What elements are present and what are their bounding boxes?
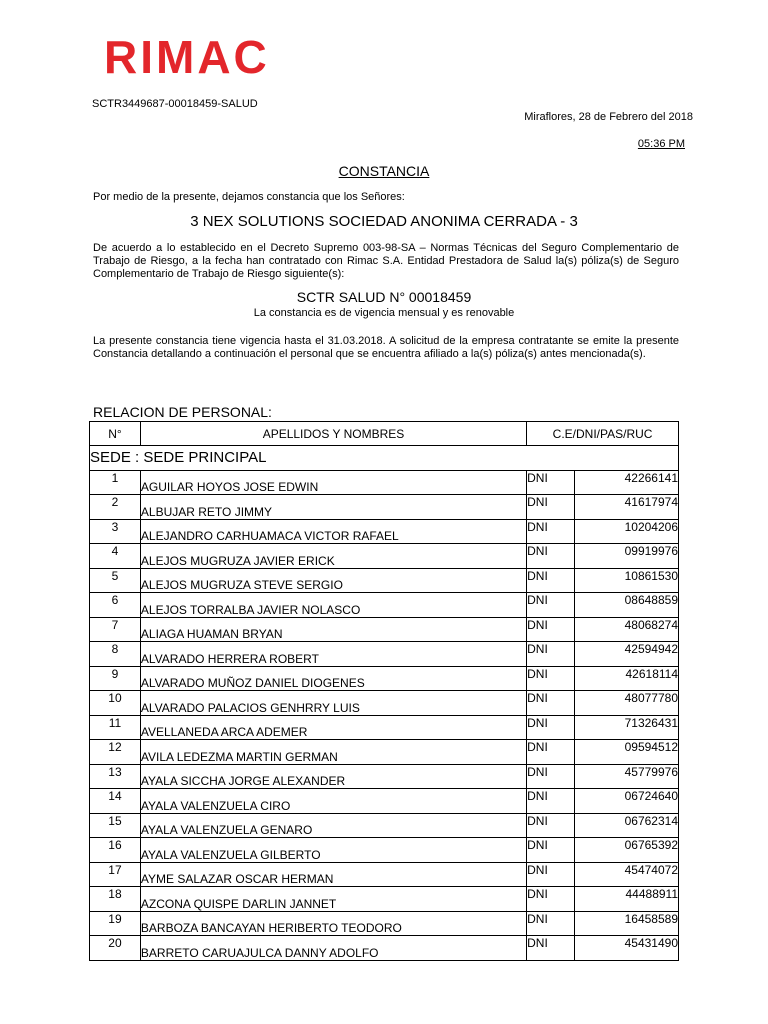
table-row bbox=[90, 911, 679, 936]
validity-paragraph: La presente constancia tiene vigencia hasta el 31.03.2018. A solicitud de la empresa contratante se emite la presente Constancia detallando a continuación el personal que se encuentra afiliado a la(s) póliza(s) antes mencionada(s). bbox=[93, 335, 679, 360]
row-name: AYALA VALENZUELA CIRO bbox=[140, 789, 526, 814]
row-document-type: DNI bbox=[527, 519, 575, 544]
row-document-number: 48077780 bbox=[575, 691, 679, 716]
row-document-number: 10204206 bbox=[575, 519, 679, 544]
table-row bbox=[90, 764, 679, 789]
row-document-number: 16458589 bbox=[575, 911, 679, 936]
row-document-number: 06765392 bbox=[575, 838, 679, 863]
row-number: 18 bbox=[90, 887, 141, 912]
table-row bbox=[90, 813, 679, 838]
table-row bbox=[90, 789, 679, 814]
row-number: 1 bbox=[90, 470, 141, 495]
row-document-number: 10861530 bbox=[575, 568, 679, 593]
row-name: AYALA SICCHA JORGE ALEXANDER bbox=[140, 764, 526, 789]
row-document-type: DNI bbox=[527, 544, 575, 569]
table-row bbox=[90, 887, 679, 912]
row-number: 8 bbox=[90, 642, 141, 667]
row-document-number: 06762314 bbox=[575, 813, 679, 838]
personal-table bbox=[89, 421, 679, 961]
rimac-logo: RIMAC bbox=[104, 31, 270, 83]
row-number: 2 bbox=[90, 495, 141, 520]
row-number: 9 bbox=[90, 666, 141, 691]
row-number: 12 bbox=[90, 740, 141, 765]
row-number: 4 bbox=[90, 544, 141, 569]
row-name: AVELLANEDA ARCA ADEMER bbox=[140, 715, 526, 740]
row-name: AGUILAR HOYOS JOSE EDWIN bbox=[140, 470, 526, 495]
issue-time: 05:36 PM bbox=[637, 138, 685, 150]
reference-code: SCTR3449687-00018459-SALUD bbox=[92, 98, 258, 110]
row-document-number: 48068274 bbox=[575, 617, 679, 642]
table-row bbox=[90, 666, 679, 691]
row-number: 16 bbox=[90, 838, 141, 863]
row-name: ALEJOS MUGRUZA JAVIER ERICK bbox=[140, 544, 526, 569]
row-number: 14 bbox=[90, 789, 141, 814]
row-document-type: DNI bbox=[527, 887, 575, 912]
table-row bbox=[90, 862, 679, 887]
table-row bbox=[90, 519, 679, 544]
row-document-type: DNI bbox=[527, 642, 575, 667]
policy-note: La constancia es de vigencia mensual y es renovable bbox=[253, 307, 515, 319]
table-row bbox=[90, 593, 679, 618]
column-header-name: APELLIDOS Y NOMBRES bbox=[140, 422, 526, 446]
row-name: ALBUJAR RETO JIMMY bbox=[140, 495, 526, 520]
row-document-number: 44488911 bbox=[575, 887, 679, 912]
document-title: CONSTANCIA bbox=[338, 163, 430, 179]
column-header-document: C.E/DNI/PAS/RUC bbox=[527, 422, 679, 446]
place-date: Miraflores, 28 de Febrero del 2018 bbox=[524, 111, 693, 123]
row-document-type: DNI bbox=[527, 936, 575, 961]
row-number: 13 bbox=[90, 764, 141, 789]
row-document-number: 08648859 bbox=[575, 593, 679, 618]
row-document-number: 09919976 bbox=[575, 544, 679, 569]
table-header-row bbox=[90, 422, 679, 446]
row-number: 11 bbox=[90, 715, 141, 740]
row-name: ALIAGA HUAMAN BRYAN bbox=[140, 617, 526, 642]
column-header-number: N° bbox=[90, 422, 141, 446]
row-document-type: DNI bbox=[527, 838, 575, 863]
row-document-type: DNI bbox=[527, 470, 575, 495]
sede-label: SEDE : SEDE PRINCIPAL bbox=[90, 446, 679, 471]
row-name: ALEJANDRO CARHUAMACA VICTOR RAFAEL bbox=[140, 519, 526, 544]
sede-row bbox=[90, 446, 679, 471]
row-document-type: DNI bbox=[527, 495, 575, 520]
policy-number: SCTR SALUD N° 00018459 bbox=[296, 289, 472, 305]
table-row bbox=[90, 691, 679, 716]
row-document-number: 09594512 bbox=[575, 740, 679, 765]
row-document-number: 45431490 bbox=[575, 936, 679, 961]
company-name: 3 NEX SOLUTIONS SOCIEDAD ANONIMA CERRADA - 3 bbox=[190, 213, 578, 230]
table-row bbox=[90, 936, 679, 961]
row-document-type: DNI bbox=[527, 813, 575, 838]
row-name: BARBOZA BANCAYAN HERIBERTO TEODORO bbox=[140, 911, 526, 936]
row-name: AVILA LEDEZMA MARTIN GERMAN bbox=[140, 740, 526, 765]
row-number: 10 bbox=[90, 691, 141, 716]
row-number: 5 bbox=[90, 568, 141, 593]
row-name: AYME SALAZAR OSCAR HERMAN bbox=[140, 862, 526, 887]
row-number: 19 bbox=[90, 911, 141, 936]
row-document-type: DNI bbox=[527, 715, 575, 740]
row-document-number: 42266141 bbox=[575, 470, 679, 495]
personal-heading: RELACION DE PERSONAL: bbox=[93, 404, 272, 420]
table-row bbox=[90, 740, 679, 765]
table-row bbox=[90, 495, 679, 520]
row-document-type: DNI bbox=[527, 617, 575, 642]
row-number: 20 bbox=[90, 936, 141, 961]
row-name: AYALA VALENZUELA GILBERTO bbox=[140, 838, 526, 863]
row-document-type: DNI bbox=[527, 593, 575, 618]
row-document-type: DNI bbox=[527, 568, 575, 593]
row-document-number: 06724640 bbox=[575, 789, 679, 814]
row-name: BARRETO CARUAJULCA DANNY ADOLFO bbox=[140, 936, 526, 961]
row-name: ALVARADO HERRERA ROBERT bbox=[140, 642, 526, 667]
table-row bbox=[90, 715, 679, 740]
table-row bbox=[90, 544, 679, 569]
table-row bbox=[90, 838, 679, 863]
row-number: 3 bbox=[90, 519, 141, 544]
row-name: ALVARADO PALACIOS GENHRRY LUIS bbox=[140, 691, 526, 716]
row-document-type: DNI bbox=[527, 862, 575, 887]
row-document-number: 42594942 bbox=[575, 642, 679, 667]
table-row bbox=[90, 617, 679, 642]
table-row bbox=[90, 470, 679, 495]
row-number: 15 bbox=[90, 813, 141, 838]
row-name: ALVARADO MUÑOZ DANIEL DIOGENES bbox=[140, 666, 526, 691]
row-document-number: 42618114 bbox=[575, 666, 679, 691]
row-name: AZCONA QUISPE DARLIN JANNET bbox=[140, 887, 526, 912]
row-document-type: DNI bbox=[527, 911, 575, 936]
table-row bbox=[90, 642, 679, 667]
row-document-type: DNI bbox=[527, 740, 575, 765]
row-document-type: DNI bbox=[527, 691, 575, 716]
row-document-number: 71326431 bbox=[575, 715, 679, 740]
row-document-type: DNI bbox=[527, 789, 575, 814]
row-name: ALEJOS MUGRUZA STEVE SERGIO bbox=[140, 568, 526, 593]
row-document-number: 45779976 bbox=[575, 764, 679, 789]
legal-paragraph: De acuerdo a lo establecido en el Decreto Supremo 003-98-SA – Normas Técnicas del Seguro Complementario de Trabajo de Riesgo, a la fecha han contratado con Rimac S.A. Entidad Prestadora de Salud la(s) póliza(s) de Seguro Complementario de Trabajo de Riesgo siguiente(s): bbox=[93, 242, 679, 280]
intro-text: Por medio de la presente, dejamos constancia que los Señores: bbox=[93, 191, 405, 203]
row-number: 17 bbox=[90, 862, 141, 887]
row-name: AYALA VALENZUELA GENARO bbox=[140, 813, 526, 838]
row-name: ALEJOS TORRALBA JAVIER NOLASCO bbox=[140, 593, 526, 618]
row-document-type: DNI bbox=[527, 666, 575, 691]
row-number: 7 bbox=[90, 617, 141, 642]
row-document-type: DNI bbox=[527, 764, 575, 789]
row-document-number: 45474072 bbox=[575, 862, 679, 887]
row-document-number: 41617974 bbox=[575, 495, 679, 520]
row-number: 6 bbox=[90, 593, 141, 618]
table-row bbox=[90, 568, 679, 593]
